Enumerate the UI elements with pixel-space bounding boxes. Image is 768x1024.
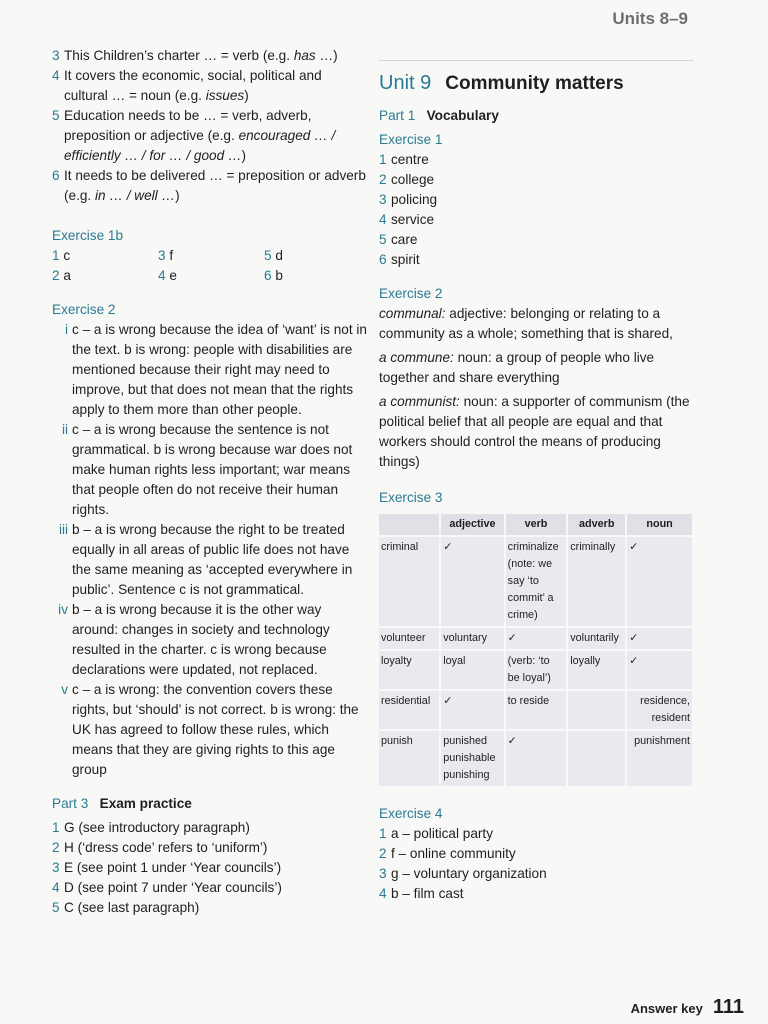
list-item <box>379 884 694 904</box>
table-cell: voluntarily <box>568 628 625 649</box>
table-cell: ✓ <box>506 731 567 786</box>
item-text: b – film cast <box>391 886 464 901</box>
item-text: service <box>391 212 435 227</box>
item-number: 5 <box>379 232 387 247</box>
item-text: E (see point 1 under ‘Year councils’) <box>64 860 282 875</box>
list-item <box>52 858 367 878</box>
table-row <box>379 691 692 729</box>
part3-list <box>52 818 367 918</box>
list-item <box>379 190 694 210</box>
table-cell <box>568 691 625 729</box>
list-item <box>379 844 694 864</box>
table-cell <box>568 731 625 786</box>
column-header: adverb <box>568 514 625 535</box>
intro-list <box>52 46 367 206</box>
answer-cell <box>158 246 264 266</box>
column-header <box>379 514 439 535</box>
item-text: b – a is wrong because the right to be treated equally in all areas of public life does not have the same meaning as ‘accepted everywhere in public’. Sentence c is not grammatical. <box>72 522 353 597</box>
table-row <box>379 628 692 649</box>
item-number: 3 <box>379 192 387 207</box>
table-cell: criminal <box>379 537 439 626</box>
table-cell: ✓ <box>627 537 692 626</box>
unit-name: Community matters <box>445 73 624 94</box>
ex1b-answers <box>52 246 367 286</box>
definition: communal: adjective: belonging or relating to a community as a whole; something that is shared, <box>379 306 673 341</box>
table-header-row <box>379 514 692 535</box>
item-text: C (see last paragraph) <box>64 900 200 915</box>
item-text: H (‘dress code’ refers to ‘uniform’) <box>64 840 268 855</box>
part1-label: Part 1 <box>379 108 416 123</box>
item-number: 1 <box>52 820 60 835</box>
answer-number: 3 <box>158 248 166 263</box>
page-footer <box>631 997 744 1019</box>
part3-title: Exam practice <box>99 796 192 811</box>
table-cell: ✓ <box>441 537 503 626</box>
item-text: This Children’s charter … = verb (e.g. has …) <box>64 48 338 63</box>
table-cell: loyalty <box>379 651 439 689</box>
ex3-heading: Exercise 3 <box>379 490 443 505</box>
item-text: c – a is wrong: the convention covers these rights, but ‘should’ is not correct. b is wrong: the UK has agreed to follow these rules, which means that they are giving rights to this age group <box>72 682 359 777</box>
column-header: noun <box>627 514 692 535</box>
item-number: iii <box>58 522 68 537</box>
item-text: G (see introductory paragraph) <box>64 820 250 835</box>
part3-label: Part 3 <box>52 796 89 811</box>
table-cell: punished punishable punishing <box>441 731 503 786</box>
answer-cell <box>52 266 158 286</box>
list-item <box>52 838 367 858</box>
item-text: care <box>391 232 418 247</box>
item-text: g – voluntary organization <box>391 866 547 881</box>
item-text: It covers the economic, social, political and cultural … = noun (e.g. issues) <box>64 68 322 103</box>
item-number: 2 <box>379 172 387 187</box>
answer-letter: f <box>169 248 174 263</box>
column-header: verb <box>506 514 567 535</box>
right-column <box>379 46 694 904</box>
item-text: It needs to be delivered … = preposition or adverb (e.g. in … / well …) <box>64 168 366 203</box>
item-text: b – a is wrong because it is the other way around: changes in society and technology resulted in the charter. c is wrong because declarations were updated, not replaced. <box>72 602 330 677</box>
table-cell: volunteer <box>379 628 439 649</box>
list-item <box>52 898 367 918</box>
item-text: centre <box>391 152 429 167</box>
list-item <box>379 170 694 190</box>
item-number: 3 <box>52 48 60 63</box>
table-cell: voluntary <box>441 628 503 649</box>
item-text: D (see point 7 under ‘Year councils’) <box>64 880 282 895</box>
answer-letter: b <box>275 268 283 283</box>
item-text: policing <box>391 192 438 207</box>
table-row <box>379 731 692 786</box>
list-item <box>52 166 367 206</box>
answer-number: 6 <box>264 268 272 283</box>
list-item <box>52 46 367 66</box>
ex1b-heading: Exercise 1b <box>52 228 124 243</box>
part1-heading <box>379 106 694 126</box>
table-cell: ✓ <box>627 628 692 649</box>
list-item <box>52 878 367 898</box>
item-number: 1 <box>379 826 387 841</box>
item-text: c – a is wrong because the idea of ‘want’ is not in the text. b is wrong: people with disabilities are mentioned because their right may need to improve, but that does not mean that the rights apply to them more than other people. <box>72 322 367 417</box>
item-text: a – political party <box>391 826 494 841</box>
answer-number: 1 <box>52 248 60 263</box>
item-number: 5 <box>52 108 60 123</box>
item-number: 1 <box>379 152 387 167</box>
ex2-heading: Exercise 2 <box>52 302 116 317</box>
list-item <box>379 210 694 230</box>
table-cell: criminalize (note: we say ‘to commit’ a crime) <box>506 537 567 626</box>
definition: a communist: noun: a supporter of communism (the political belief that all people are equal and that workers should control the means of producing things) <box>379 394 690 469</box>
list-item <box>52 420 367 520</box>
item-number: ii <box>61 422 68 437</box>
table-row <box>379 537 692 626</box>
list-item <box>379 250 694 270</box>
table-cell: ✓ <box>506 628 567 649</box>
table-cell: punishment <box>627 731 692 786</box>
table-cell: residential <box>379 691 439 729</box>
answer-cell <box>158 266 264 286</box>
list-item <box>379 864 694 884</box>
answer-letter: e <box>169 268 177 283</box>
ex4-list <box>379 824 694 904</box>
table-cell: (verb: ‘to be loyal’) <box>506 651 567 689</box>
units-header: Units 8–9 <box>612 9 688 28</box>
answer-letter: a <box>63 268 71 283</box>
item-number: i <box>64 322 68 337</box>
item-text: c – a is wrong because the sentence is not grammatical. b is wrong because war does not make human rights less important; war means that people often do not receive their human rights. <box>72 422 353 517</box>
list-item <box>52 680 367 780</box>
ex1-heading: Exercise 1 <box>379 132 443 147</box>
table-cell: residence, resident <box>627 691 692 729</box>
answer-cell <box>52 246 158 266</box>
list-item <box>379 150 694 170</box>
item-number: 5 <box>52 900 60 915</box>
table-row <box>379 651 692 689</box>
list-item <box>52 66 367 106</box>
left-column <box>52 46 367 918</box>
item-number: 4 <box>52 880 60 895</box>
answer-number: 4 <box>158 268 166 283</box>
unit-title <box>379 60 694 94</box>
list-item <box>52 600 367 680</box>
r-ex2-heading: Exercise 2 <box>379 286 443 301</box>
item-number: 6 <box>52 168 60 183</box>
item-text: college <box>391 172 435 187</box>
table-cell: ✓ <box>441 691 503 729</box>
unit-number: Unit 9 <box>379 72 432 94</box>
part3-heading <box>52 794 367 814</box>
item-number: 2 <box>379 846 387 861</box>
item-number: 3 <box>52 860 60 875</box>
ex3-table <box>377 512 694 788</box>
item-text: f – online community <box>391 846 516 861</box>
list-item <box>52 320 367 420</box>
list-item <box>379 824 694 844</box>
table-cell: loyally <box>568 651 625 689</box>
item-number: iv <box>58 602 68 617</box>
answer-cell <box>264 266 367 286</box>
ex1-list <box>379 150 694 270</box>
list-item <box>379 230 694 250</box>
answer-number: 5 <box>264 248 272 263</box>
ex2-list <box>52 320 367 780</box>
ex2-definitions <box>379 304 694 472</box>
answer-letter: d <box>275 248 283 263</box>
table-cell: ✓ <box>627 651 692 689</box>
item-number: 3 <box>379 866 387 881</box>
list-item <box>52 818 367 838</box>
answer-letter: c <box>63 248 71 263</box>
table-cell: to reside <box>506 691 567 729</box>
part1-title: Vocabulary <box>426 108 499 123</box>
page-number: 111 <box>712 996 744 1018</box>
table-cell: punish <box>379 731 439 786</box>
item-text: Education needs to be … = verb, adverb, preposition or adjective (e.g. encouraged … / efficiently … / for … / good …) <box>64 108 336 163</box>
item-number: 4 <box>379 212 387 227</box>
item-number: 6 <box>379 252 387 267</box>
item-number: 4 <box>52 68 60 83</box>
definition: a commune: noun: a group of people who live together and share everything <box>379 350 655 385</box>
item-number: 4 <box>379 886 387 901</box>
item-number: v <box>61 682 68 697</box>
answer-number: 2 <box>52 268 60 283</box>
answer-key-label: Answer key <box>630 1001 703 1016</box>
list-item <box>52 106 367 166</box>
column-header: adjective <box>441 514 503 535</box>
item-number: 2 <box>52 840 60 855</box>
table-cell: loyal <box>441 651 503 689</box>
ex4-heading: Exercise 4 <box>379 806 443 821</box>
list-item <box>52 520 367 600</box>
table-cell: criminally <box>568 537 625 626</box>
item-text: spirit <box>391 252 420 267</box>
answer-cell <box>264 246 367 266</box>
